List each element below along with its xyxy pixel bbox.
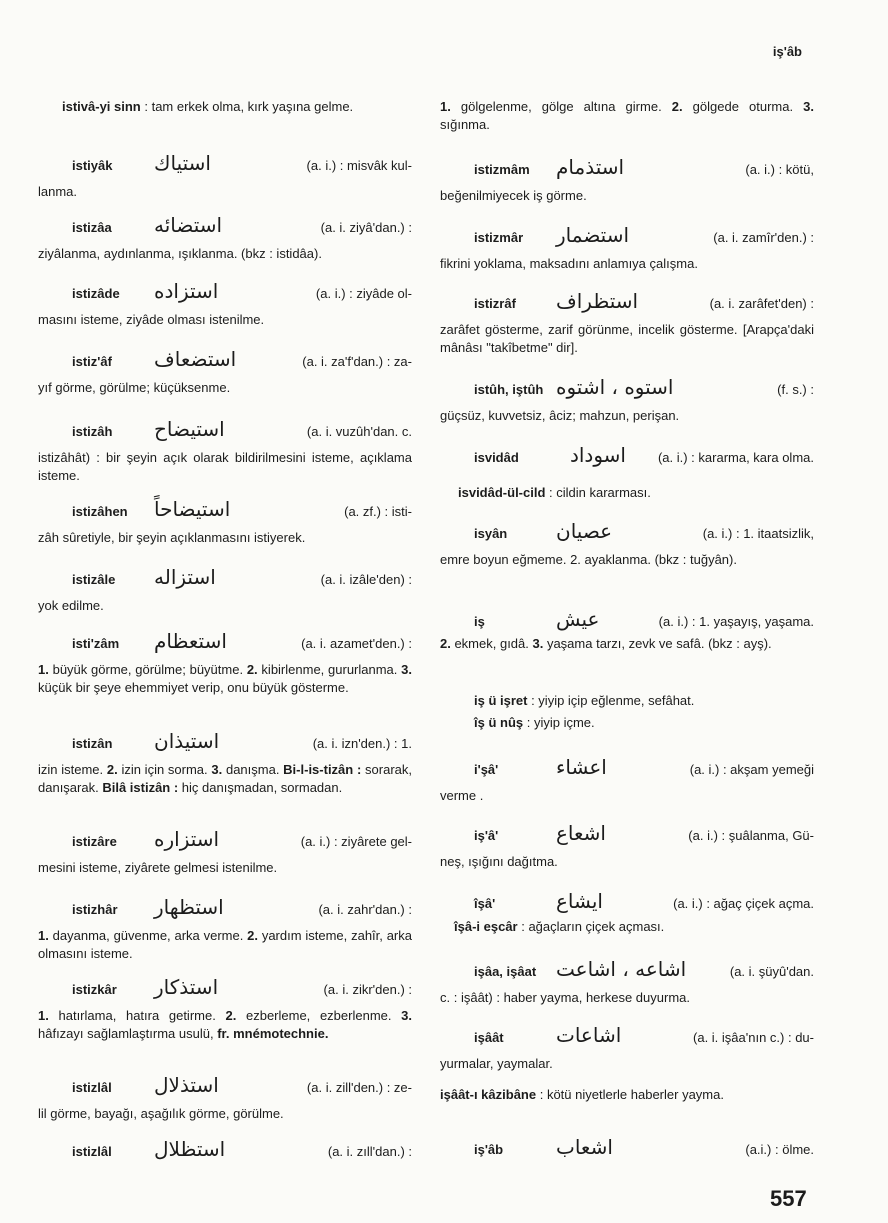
definition: yurmalar, yaymalar. [440,1056,553,1071]
definition: verme . [440,788,484,803]
definition-start: (a.i.) : ölme. [745,1142,814,1157]
entry-isyan [440,519,814,569]
definition: ziyâlanma, aydınlanma, ışıklanma. (bkz : istidâa). [38,246,322,261]
running-header: iş'âb [772,44,802,59]
arabic-script: استظراف [556,289,639,313]
definition: 1. büyük görme, görülme; büyütme. 2. kibirlenme, gururlanma. 3. küçük bir şeye ehemmiyet verip, onu büyük gösterme. [38,662,413,695]
headword: isti'zâm [72,636,120,651]
entry-istizade [38,279,412,329]
definition: masını isteme, ziyâde olması istenilme. [38,312,265,327]
headword: istizâhen [72,504,128,519]
definition-start: (a. i.) : ağaç çiçek açma. [673,896,814,911]
headword: işâât-ı kâzibâne [440,1087,537,1102]
definition-start: (a. i.) : 1. yaşayış, yaşama. [658,614,814,629]
entry-istizaa [38,213,412,263]
entry-istizlal-1 [38,1073,412,1123]
definition-start: (a. i. za'f'dan.) : za- [302,354,412,369]
entry-isvidad-ul-cild [440,484,814,502]
definition-start: (a. i. izâle'den) : [320,572,412,587]
entry-isa-aksam [440,755,814,805]
arabic-script: استعظام [154,629,227,653]
headword: istizlâl [72,1144,112,1159]
entry-isaat-i-kazibane [440,1086,814,1104]
definition-start: (a. i. azamet'den.) : [301,636,412,651]
definition-start: (a. i. vuzûh'dan. c. [306,424,412,439]
headword: iş ü işret [474,693,528,708]
arabic-script: اشعاب [556,1135,613,1159]
definition: c. : işâât) : haber yayma, herkese duyurma. [440,990,690,1005]
entry-istizmar [440,223,814,273]
headword: istizlâl [72,1080,112,1095]
definition: güçsüz, kuvvetsiz, âciz; mahzun, perişan. [440,408,680,423]
headword: istizâre [72,834,117,849]
definition: izin isteme. 2. izin için sorma. 3. danışma. Bi-l-is-tizân : sorarak, danışarak. Bilâ istizân : hiç danışmadan, sormadan. [38,762,412,795]
entry-istizhar [38,895,412,963]
headword: istizmâr [474,230,524,245]
entry-is [440,607,814,653]
definition: beğenilmiyecek iş görme. [440,188,587,203]
definition-start: (a. i. zikr'den.) : [323,982,412,997]
entry-istizan [38,729,412,797]
definition: 2. ekmek, gıdâ. 3. yaşama tarzı, zevk ve safâ. (bkz : ayş). [440,636,772,651]
definition: : kötü niyetlerle haberler yayma. [536,1087,724,1102]
headword: istizân [72,736,113,751]
entry-isaat [440,1023,814,1073]
headword: i'şâ' [474,762,499,777]
arabic-script: استذمام [556,155,625,179]
headword: istivâ-yi sinn [62,99,141,114]
definition: istizâhât) : bir şeyin açık olarak bildirilmesini isteme, açıklama isteme. [38,450,412,483]
definition-start: (a. i. ziyâ'dan.) : [320,220,412,235]
entry-isab [440,1135,814,1159]
arabic-script: استزاله [154,565,216,589]
entry-istizlal-continued [440,98,814,134]
arabic-script: اشاعات [556,1023,622,1047]
entry-istizmam [440,155,814,205]
definition: : tam erkek olma, kırk yaşına gelme. [140,99,354,114]
entry-istiva-yi-sinn [38,98,412,116]
definition-start: (a. i.) : ziyârete gel- [300,834,412,849]
arabic-script: استزاده [154,279,219,303]
definition-start: (a. i. izn'den.) : 1. [312,736,412,751]
entry-istiyak [38,151,412,201]
headword: îş ü nûş [474,715,524,730]
definition: zarâfet gösterme, zarif görünme, incelik gösterme. [Arapça'daki mânâsı "takîbetme" dir]. [440,322,814,355]
definition-start: (a. zf.) : isti- [344,504,412,519]
headword: istizkâr [72,982,117,997]
definition-start: (a. i. şüyû'dan. [729,964,814,979]
headword: iş'â' [474,828,499,843]
definition-start: (a. i.) : kararma, kara olma. [657,450,814,465]
definition: 1. hatırlama, hatıra getirme. 2. ezberleme, ezberlenme. 3. hâfızayı sağlamlaştırma usulü, fr. mnémotechnie. [38,1008,412,1041]
arabic-script: استيضاحاً [154,497,231,521]
headword: istizmâm [474,162,530,177]
entry-isaa [440,957,814,1007]
entry-is-u-nus [440,714,814,732]
entry-istizale [38,565,412,615]
entry-isa-agac [440,889,814,913]
definition-start: (a. i. zamîr'den.) : [713,230,814,245]
entry-is-u-isret [440,692,814,710]
definition-start: (a. i.) : 1. itaatsizlik, [702,526,814,541]
definition: zâh sûretiyle, bir şeyin açıklanmasını istiyerek. [38,530,306,545]
arabic-script: استضمار [556,223,630,247]
arabic-script: استيضاح [154,417,225,441]
arabic-script: استضعاف [154,347,237,371]
definition: : ağaçların çiçek açması. [517,919,665,934]
headword: îşâ' [474,896,496,911]
arabic-script: اشعاع [556,821,606,845]
definition: : cildin kararması. [545,485,651,500]
arabic-script: ايشاع [556,889,603,913]
headword: istûh, iştûh [474,382,544,397]
arabic-script: استياك [154,151,211,175]
definition: mesini isteme, ziyârete gelmesi istenilme. [38,860,278,875]
arabic-script: استيذان [154,729,220,753]
entry-istizkar [38,975,412,1043]
definition: 1. dayanma, güvenme, arka verme. 2. yardım isteme, zahîr, arka olmasını isteme. [38,928,412,961]
definition-start: (a. i.) : ziyâde ol- [315,286,412,301]
definition-start: (f. s.) : [777,382,814,397]
arabic-script: استزاره [154,827,220,851]
definition: fikrini yoklama, maksadını anlamıya çalışma. [440,256,698,271]
headword: istizrâf [474,296,516,311]
definition: 1. gölgelenme, gölge altına girme. 2. gölgede oturma. 3. sığınma. [440,99,814,132]
headword: işâa, işâat [474,964,537,979]
entry-istizraf [440,289,814,357]
arabic-script: اسوداد [569,443,626,467]
headword: istiz'âf [72,354,112,369]
definition: neş, ışığını dağıtma. [440,854,558,869]
definition-start: (a. i.) : şuâlanma, Gü- [688,828,814,843]
arabic-script: استظلال [154,1137,226,1161]
arabic-script: استظهار [154,895,224,919]
page-number: 557 [770,1186,807,1211]
headword: iş [474,614,485,629]
definition-start: (a. i.) : kötü, [745,162,814,177]
entry-istizahen [38,497,412,547]
entry-istuh [440,375,814,425]
arabic-script: عصيان [556,519,613,543]
headword: isyân [474,526,508,541]
definition-start: (a. i.) : akşam yemeği [689,762,814,777]
arabic-script: اعشاء [556,755,607,779]
headword: istizâle [72,572,116,587]
definition: lanma. [38,184,78,199]
arabic-script: استذلال [154,1073,219,1097]
entry-istizam [38,629,413,697]
headword: istizhâr [72,902,118,917]
definition-start: (a. i. işâa'nın c.) : du- [693,1030,814,1045]
definition: emre boyun eğmeme. 2. ayaklanma. (bkz : tuğyân). [440,552,737,567]
definition-start: (a. i. zill'den.) : ze- [306,1080,412,1095]
headword: işâât [474,1030,504,1045]
arabic-script: استوه ، اشتوه [556,375,674,399]
headword: istizâh [72,424,113,439]
entry-istizaf [38,347,412,397]
definition-start: (a. i. zıll'dan.) : [327,1144,412,1159]
definition-start: (a. i. zarâfet'den) : [709,296,814,311]
headword: istizâde [72,286,120,301]
entry-istizah [38,417,412,485]
entry-istizlal-2 [38,1137,412,1161]
arabic-script: استضائه [154,213,223,237]
definition-start: (a. i.) : misvâk kul- [306,158,412,173]
entry-istizare [38,827,412,877]
headword: isvidâd [474,450,519,465]
headword: iş'âb [474,1142,504,1157]
definition: lil görme, bayağı, aşağılık görme, görülme. [38,1106,284,1121]
headword: isvidâd-ül-cild [458,485,546,500]
definition-start: (a. i. zahr'dan.) : [318,902,412,917]
definition: : yiyip içip eğlenme, sefâhat. [527,693,695,708]
headword: îşâ-i eşcâr [454,919,518,934]
definition: yok edilme. [38,598,104,613]
headword: istiyâk [72,158,113,173]
entry-isvidad [440,443,814,467]
entry-isa-sualanma [440,821,814,871]
definition: yıf görme, görülme; küçüksenme. [38,380,231,395]
arabic-script: عيش [556,607,600,631]
definition: : yiyip içme. [523,715,595,730]
arabic-script: اشاعه ، اشاعت [556,957,687,981]
headword: istizâa [72,220,112,235]
arabic-script: استذكار [154,975,219,999]
entry-isa-i-escar [440,918,814,936]
